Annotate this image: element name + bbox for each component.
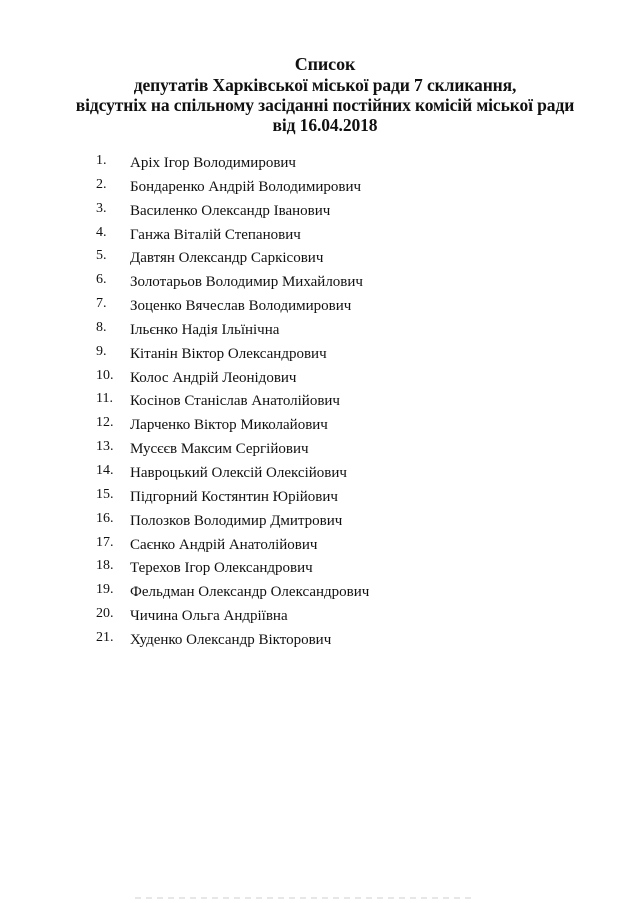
list-item-name: Фельдман Олександр Олександрович <box>130 584 370 601</box>
title-line-3: відсутніх на спільному засіданні постійних комісій міської ради <box>75 95 575 115</box>
list-item-name: Терехов Ігор Олександрович <box>130 560 313 577</box>
list-item-number: 1. <box>96 153 107 168</box>
deputies-list <box>96 153 576 654</box>
list-item-number: 20. <box>96 606 114 622</box>
title-line-2: депутатів Харківської міської ради 7 скликання, <box>133 75 517 95</box>
list-item <box>96 439 576 463</box>
list-item-number: 14. <box>96 462 114 478</box>
list-item <box>96 463 576 487</box>
list-item-number: 21. <box>96 629 114 645</box>
list-item-name: Давтян Олександр Саркісович <box>130 250 324 267</box>
list-item-number: 13. <box>96 439 114 455</box>
title-line-1: Список <box>294 54 356 74</box>
list-item <box>96 606 576 630</box>
list-item <box>96 320 576 344</box>
list-item <box>96 511 576 535</box>
list-item-name: Бондаренко Андрій Володимирович <box>130 178 362 195</box>
list-item <box>96 415 576 439</box>
list-item-name: Золотарьов Володимир Михайлович <box>130 274 363 291</box>
list-item-name: Худенко Олександр Вікторович <box>130 631 332 648</box>
list-item-number: 12. <box>96 415 114 431</box>
list-item <box>96 558 576 582</box>
list-item-name: Кітанін Віктор Олександрович <box>130 345 327 362</box>
list-item <box>96 630 576 654</box>
list-item <box>96 225 576 249</box>
list-item <box>96 487 576 511</box>
list-item-number: 10. <box>96 367 114 383</box>
list-item <box>96 248 576 272</box>
list-item-number: 15. <box>96 486 114 502</box>
list-item <box>96 272 576 296</box>
list-item <box>96 296 576 320</box>
list-item-number: 18. <box>96 558 114 574</box>
list-item-name: Підгорний Костянтин Юрійович <box>130 488 338 505</box>
list-item-number: 19. <box>96 582 114 598</box>
list-item-number: 5. <box>96 248 107 264</box>
list-item-number: 9. <box>96 343 107 359</box>
list-item-name: Чичина Ольга Андріївна <box>130 608 288 625</box>
list-item <box>96 391 576 415</box>
list-item-number: 4. <box>96 224 107 240</box>
document-title <box>40 54 610 135</box>
list-item-name: Ільєнко Надія Ільїнічна <box>130 321 280 338</box>
list-item-number: 7. <box>96 296 107 312</box>
list-item-number: 16. <box>96 510 114 526</box>
list-item-name: Василенко Олександр Іванович <box>130 202 331 219</box>
list-item-number: 2. <box>96 176 107 192</box>
list-item <box>96 344 576 368</box>
title-line-4-date: від 16.04.2018 <box>272 115 378 135</box>
list-item <box>96 177 576 201</box>
list-item <box>96 368 576 392</box>
list-item-name: Косінов Станіслав Анатолійович <box>130 393 340 410</box>
list-item-name: Мусєєв Максим Сергійович <box>130 441 309 458</box>
list-item <box>96 582 576 606</box>
list-item-number: 6. <box>96 272 107 288</box>
list-item-name: Аріх Ігор Володимирович <box>130 155 296 171</box>
list-item-number: 11. <box>96 391 113 407</box>
list-item-number: 17. <box>96 534 114 550</box>
list-item-name: Навроцький Олексій Олексійович <box>130 464 347 481</box>
list-item-name: Саєнко Андрій Анатолійович <box>130 536 318 553</box>
list-item-name: Полозков Володимир Дмитрович <box>130 512 343 529</box>
scan-artifact <box>135 897 475 899</box>
list-item-name: Зоценко Вячеслав Володимирович <box>130 298 352 315</box>
list-item-number: 3. <box>96 200 107 216</box>
list-item-number: 8. <box>96 319 107 335</box>
list-item <box>96 153 576 177</box>
list-item-name: Ганжа Віталій Степанович <box>130 226 301 243</box>
list-item-name: Ларченко Віктор Миколайович <box>130 417 328 434</box>
list-item-name: Колос Андрій Леонідович <box>130 369 297 386</box>
list-item <box>96 535 576 559</box>
list-item <box>96 201 576 225</box>
